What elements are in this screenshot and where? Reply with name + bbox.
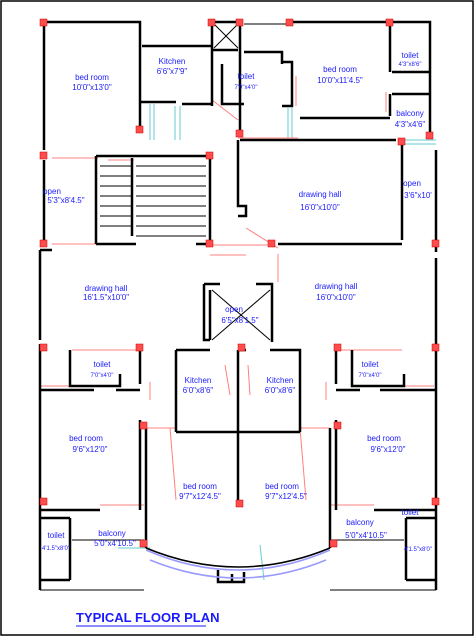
room-dimension: 16'0"x10'0" [300, 203, 340, 212]
room-name: bed room [69, 434, 103, 443]
room-dimension: 10'0"x13'0" [72, 83, 112, 92]
room-name: Kitchen [266, 376, 294, 385]
room-dimension: 7'0"x4'0" [90, 373, 114, 379]
room-name: open [225, 305, 243, 314]
room-dimension: 16'0"x10'0" [316, 293, 356, 302]
room-dimension: 9'7"x12'4.5" [179, 492, 221, 501]
room-name: balcony [98, 529, 126, 538]
room-name: drawing hall [84, 284, 128, 293]
shaft-crosses [212, 290, 270, 340]
room-name: balcony [396, 109, 424, 118]
room-name: open [43, 187, 61, 196]
room-dimension: 6'5"x8'1.5" [221, 316, 259, 325]
room-name: drawing hall [314, 282, 358, 291]
room-dimension: 4'3"x8'6" [398, 62, 422, 68]
room-name: toilet [47, 531, 65, 540]
room-name: Kitchen [184, 376, 212, 385]
room-dimension: 6'0"x8'6" [182, 386, 214, 395]
room-name: bed room [183, 482, 217, 491]
room-dimension: 6'6"x7'9" [156, 67, 188, 76]
balcony-curves [146, 550, 330, 578]
stair-treads [100, 166, 206, 236]
room-dimension: 5'0"x4'10.5" [345, 531, 387, 540]
room-dimension: 10'0"x11'4.5" [317, 76, 363, 85]
room-dimension: 3'6"x10' [404, 191, 432, 200]
room-name: open [403, 179, 421, 188]
room-dimension: 7'0"x4'0" [234, 85, 258, 91]
window-lines [118, 104, 436, 580]
balcony-outline [146, 548, 330, 567]
room-name: balcony [346, 518, 374, 527]
room-name: toilet [361, 360, 379, 369]
room-dimension: 5'3"x8'4.5" [47, 196, 85, 205]
room-dimension: 16'1.5"x10'0" [82, 293, 130, 302]
room-name: bed room [75, 73, 109, 82]
room-dimension: 6'0"x8'6" [264, 386, 296, 395]
room-dimension: 9'7"x12'4.5" [265, 492, 307, 501]
room-dimension: 9'6"x12'0" [72, 445, 108, 454]
room-name: Kitchen [158, 57, 186, 66]
room-name: bed room [367, 434, 401, 443]
room-dimension: 7'0"x4'0" [358, 373, 382, 379]
room-name: toilet [401, 508, 419, 517]
room-name: drawing hall [298, 190, 342, 199]
room-dimension: 4'1.5"x8'0" [42, 546, 70, 552]
room-name: bed room [323, 65, 357, 74]
room-dimension: 5'0"x4'10.5" [94, 539, 136, 548]
room-name: toilet [237, 72, 255, 81]
room-name: toilet [93, 360, 111, 369]
room-name: bed room [265, 482, 299, 491]
room-dimension: 4'1.5"x8'0" [404, 547, 432, 553]
room-name: toilet [401, 51, 419, 60]
room-dimension: 9'6"x12'0" [370, 445, 406, 454]
plan-title: TYPICAL FLOOR PLAN [76, 610, 220, 625]
room-dimension: 4'3"x4'6" [394, 120, 426, 129]
